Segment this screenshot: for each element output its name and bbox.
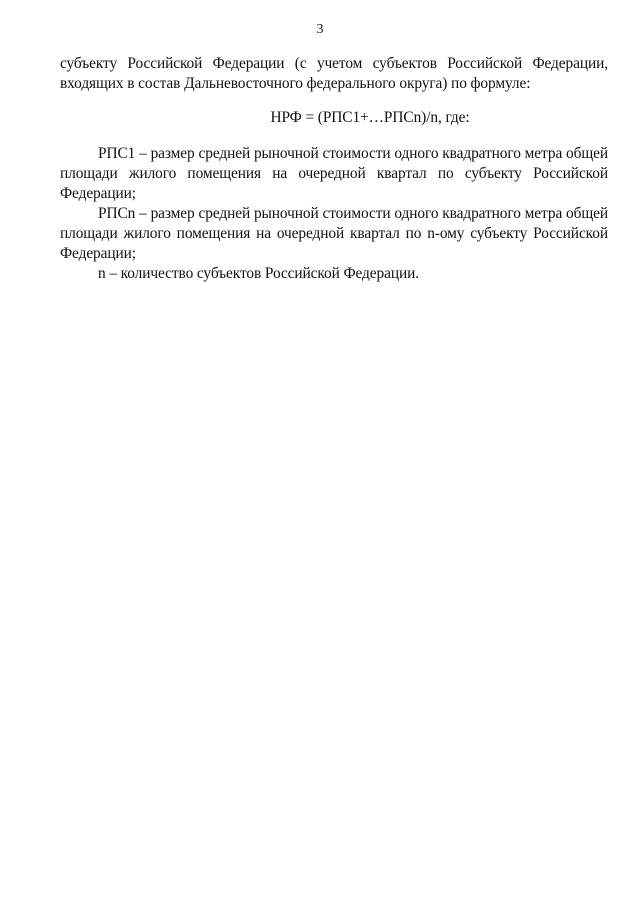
definition-rpsn: РПСn – размер средней рыночной стоимости одного квадратного метра общей площади жилого помещения на очередной квартал по n-ому субъекту Российской Федерации; <box>60 205 608 262</box>
definition-rps1: РПС1 – размер средней рыночной стоимости одного квадратного метра общей площади жилого помещения на очередной квартал по субъекту Российской Федерации; <box>60 145 608 202</box>
definitions-list <box>60 144 608 284</box>
formula: НРФ = (РПС1+…РПСn)/n, где: <box>270 109 470 126</box>
page-number: 3 <box>316 22 324 37</box>
definition-n: n – количество субъектов Российской Федерации. <box>98 265 419 282</box>
intro-paragraph: субъекту Российской Федерации (с учетом субъектов Российской Федерации, входящих в состав Дальневосточного федерального округа) по формуле: <box>60 55 608 92</box>
page-body <box>60 54 608 284</box>
